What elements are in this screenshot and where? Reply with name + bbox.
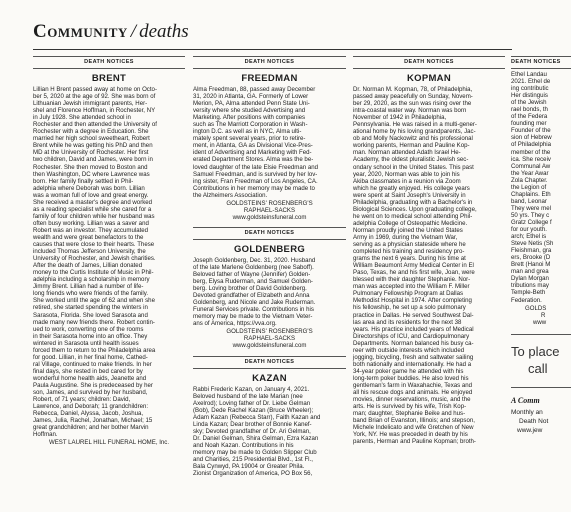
notice-line: Zionist Organization of America, PO Box 56, (193, 470, 313, 478)
notice-line: of the Jewish (511, 99, 547, 107)
notice-line: sion of Hebrew (511, 134, 552, 142)
notice-line: Brent while he was getting his PhD and then (33, 142, 153, 150)
notice-line: shel and Florence Hoffman, in Rochester, NY (33, 107, 156, 115)
notice-line: wintered in Sarasota until health issues (33, 339, 139, 347)
notice-line: ber 5, 2020 at the age of 92. She was born of (33, 93, 156, 101)
notice-line: 34-year poker game he attended with his (353, 367, 464, 375)
notice-line: Robert was an investor. They accumulated (33, 226, 149, 234)
column-kopman (353, 56, 505, 512)
notice-line: Pulmonary Fellowship Program at Dallas (353, 290, 464, 298)
ad-line-1: To place (511, 343, 560, 359)
notice-line: working parents, Herman and Pauline Kop- (353, 142, 470, 150)
notice-line: She worked until the age of 62 and when she (33, 297, 155, 305)
notice-line: Beloved husband of the late Marian (nee (193, 392, 303, 400)
notice-line: Rochester with a degree in Education. She (33, 128, 149, 136)
notice-line: were spent at Saint Joseph's University in (353, 191, 466, 199)
death-notices-label: DEATH NOTICES (511, 56, 571, 69)
notice-line: William Beaumont Army Medical Center in El (353, 262, 474, 270)
notice-line: both nationally and internationally. He had a (353, 360, 472, 368)
notice-line: adelphia including a scholarship in memory (33, 276, 150, 284)
death-notices-label: DEATH NOTICES (193, 56, 346, 69)
notice-body-landau (511, 71, 571, 304)
funeral-home-freedman-2: RAPHAEL-SACKS (243, 206, 296, 214)
notice-line: for our youth. (511, 226, 547, 234)
notice-line: year, 2020, Norman was able to join his (353, 170, 460, 178)
ad-line-2: call (528, 360, 548, 376)
notice-line: Pennsylvania. He was raised in a multi-gener- (353, 121, 477, 129)
notice-line: mately spent several years, prior to retire- (193, 135, 306, 143)
column-brent (33, 56, 185, 512)
section-slash: / (130, 21, 137, 42)
notice-line: Bala Cynwyd, PA 19004 or Greater Phila. (193, 463, 305, 471)
notice-line: sky; Devoted grandfather of Dr. Ari Gelman, (193, 427, 311, 435)
notice-line: man; daughter, Stephanie Beike and hus- (353, 410, 466, 418)
community-promo (511, 396, 571, 435)
notice-line: ident of Advertising and Marketing with Fed- (193, 149, 312, 157)
notice-line: ica. She receiv (511, 155, 551, 163)
notice-line: causes that were close to their hearts. These (33, 241, 155, 249)
notice-line: Directorships of ICU, and Cardiopulmonary (353, 332, 470, 340)
notice-line: (Bob), Dede Rachel Kazan (Bruce Wheeler); (193, 406, 314, 414)
notice-line: arts. He is survived by his wife, Trish Kop- (353, 403, 467, 411)
notice-line: Founder of the (511, 127, 551, 135)
notice-line: Lillian H Brent passed away at home on Octo- (33, 86, 157, 93)
notice-line: adelphia College of Osteopathic Medicine. (353, 219, 468, 227)
notice-line: Hoffman. (33, 431, 58, 439)
section-title: Community (33, 21, 128, 42)
notice-line: ational home by his loving grandparents, Jac- (353, 128, 476, 136)
notice-line: Army in 1969, during the Vietnam War, (353, 233, 458, 241)
notice-line: two children, David and James, were born in (33, 156, 153, 164)
notice-name-goldenberg: GOLDENBERG (233, 243, 306, 255)
notice-line: ing sister, Fran Freedman of Los Angeles, CA. (193, 177, 318, 185)
notice-name-freedman: FREEDMAN (241, 73, 298, 84)
column-landau (511, 56, 571, 512)
notice-line: Fleishman, gra (511, 247, 552, 255)
notice-line: MD at the University of Rochester. Her first (33, 149, 149, 157)
notice-name-brent: BRENT (91, 73, 127, 84)
notice-line: ral Village, continued to make friends. In her (33, 360, 152, 368)
section-subtitle: deaths (139, 21, 189, 42)
notice-line: Departments. Norman balanced his busy ca- (353, 339, 474, 347)
notice-line: and Noah Kazan. Contributions in his (193, 441, 294, 449)
notice-line: born. Her family finally settled in Phil- (33, 177, 134, 185)
notice-line: final days, she rested in bed cared for by (33, 367, 143, 375)
funeral-home-goldenberg-2: RAPHAEL-SACKS (243, 335, 296, 343)
notice-line: Steve Netis (Sh (511, 240, 554, 248)
notice-line: man and grea (511, 268, 549, 276)
notice-line: Jimmy Brent. Lillian had a number of life- (33, 283, 144, 291)
notice-line: ans of America, https://vva.org. (193, 320, 277, 328)
notice-line: tributions may (511, 282, 549, 290)
notice-line: such as The Marriott Corporation in Wash- (193, 121, 308, 129)
notice-line: Federation. (511, 296, 542, 304)
notice-line: Robert, of 71 years; children: David, (33, 396, 131, 404)
column-freedman (193, 56, 346, 512)
death-notices-label: DEATH NOTICES (33, 56, 185, 69)
notice-line: erated Department Stores. Alma was the be- (193, 156, 314, 164)
notice-line: all his rescue dogs and animals. He enjoyed (353, 389, 473, 397)
notice-line: his fellowship, he set up a solo pulmonary (353, 304, 466, 312)
notice-line: gentleman's farm in Waxahachie, Texas and (353, 381, 473, 389)
notice-line: ob and Molly Nackowitz and his professional (353, 135, 473, 143)
notice-line: Merion, PA, Alma attended Penn State Uni- (193, 100, 310, 108)
notice-line: in their Sarasota home into an office. They (33, 332, 148, 340)
notice-line: Zola Chapter. (511, 176, 548, 184)
notice-line: forced them to return to the Philadelphia area (33, 346, 156, 354)
notice-line: Beloved father of Wayne (Jennifer) Golden- (193, 270, 311, 278)
notice-line: Devoted grandfather of Elizabeth and Anna (193, 292, 310, 300)
notice-line: as a reading specialist while she cared for a (33, 205, 152, 213)
notice-line: Lithuanian Jewish immigrant parents, Her- (33, 100, 148, 108)
notice-line: ment, in Atlanta, GA as Divisional Vice-Pres- (193, 142, 313, 150)
notice-line: Akiba classmates in a reunion via Zoom (353, 177, 461, 185)
notice-name-kazan: KAZAN (252, 372, 287, 384)
notice-line: Paula Augustine. She is predeceased by her (33, 381, 153, 389)
notice-line: Philadelphia, graduating with a Bachelor's in (353, 198, 473, 206)
notice-line: retired, she started spending the winters in (33, 304, 148, 312)
notice-body-goldenberg (193, 257, 346, 327)
notice-line: of Philadelphia (511, 141, 551, 149)
notice-line: Michele Indelicato and wife Gretchen of New (353, 424, 474, 432)
notice-line: he went on to medical school attending Phil- (353, 212, 473, 220)
notice-line: made many new friends there. Robert contin- (33, 318, 155, 326)
notice-line: They were mel (511, 204, 551, 212)
notice-line: parents, Herman and Pauline Kopman; broth- (353, 438, 476, 446)
notice-line: son, James, and survived by her husband, (33, 389, 148, 397)
notice-line: Paso, Texas, he and his first wife, Joan, were (353, 269, 475, 277)
notice-line: the Alzheimers Association. (193, 191, 268, 199)
notice-line: the Year Awar (511, 169, 549, 177)
notice-line: wealth and were great benefactors to the (33, 233, 144, 241)
notice-line: Methodist Hospital in 1974. After completing (353, 297, 472, 305)
notice-line: ber 29, 2020, as the sun was rising over the (353, 100, 472, 108)
notice-line: Lawrence, and Deborah; 11 grandchildren: (33, 403, 149, 411)
notice-line: for good. Lillian, in her final home, Cathed- (33, 353, 148, 361)
place-notice-ad[interactable] (511, 343, 571, 377)
notice-line: man was accepted into the William F. Miller (353, 283, 470, 291)
notice-line: and Charities, 215 Presidential Blvd., 1st Fl., (193, 455, 313, 463)
notice-line: Communal Aw (511, 162, 551, 170)
notice-line: Rochester and then attended the University of (33, 121, 157, 129)
notice-line: Linda Kazan; Dear brother of Bonnie Kanef- (193, 420, 312, 428)
notice-line: rael bonds, th (511, 106, 548, 114)
community-promo-line1: Monthly an (511, 408, 543, 416)
notice-body-kazan (193, 386, 346, 478)
notice-line: Academy, the oldest pluralistic Jewish sec- (353, 156, 469, 164)
header-rule (33, 49, 512, 50)
community-promo-line3[interactable]: www.jew (517, 426, 543, 434)
notice-line: blessed with their daughter Stephanie. Nor- (353, 276, 471, 284)
notice-line: practice in Dallas. He served Southwest Dal- (353, 311, 474, 319)
notice-line: Goldenberg, and Nicole and Jake Ruderman. (193, 299, 316, 307)
notice-line: las area and its residents for the next 38 (353, 318, 462, 326)
notice-line: 2021. Ethel de (511, 78, 551, 86)
notice-line: 31, 2020 in Atlanta, GA. Formerly of Lower (193, 93, 309, 101)
notice-line: Marketing. After positions with companies (193, 114, 306, 122)
notice-line: York, NY. He was preceded in death by his (353, 431, 468, 439)
notice-line: Contributions in her memory may be made to (193, 184, 315, 192)
notice-line: Her distinguis (511, 92, 548, 100)
notice-line: Chaplains. Eth (511, 190, 551, 198)
notice-line: Temple-Beth (511, 289, 546, 297)
notice-line: band Brian of Evanston, Illinois; and stepson, (353, 417, 475, 425)
notice-line: ondary school in the United States. This past (353, 163, 474, 171)
funeral-home-freedman: GOLDSTEINS' ROSENBERG'S (226, 199, 313, 207)
notice-line: jogging, bicycling, fresh and saltwater sailing (353, 353, 474, 361)
notice-line: reer with outside interests which included (353, 346, 465, 354)
notice-line: versity where she studied Advertising and (193, 107, 306, 115)
notice-line: Dylan Morgan (511, 275, 549, 283)
notice-name-kopman: KOPMAN (406, 73, 452, 84)
notice-line: Dr. Daniel Gelman, Shira Gelman, Ezra Kazan (193, 434, 319, 442)
notice-line: memory may be made to Golden Slipper Club (193, 448, 317, 456)
notice-line: of the Federa (511, 113, 548, 121)
community-promo-line2: Death Not (519, 417, 549, 425)
notice-line: Norman proudly joined the United States (353, 226, 463, 234)
notice-body-brent (33, 86, 185, 438)
notice-line: movies, dinner reservations, music, and the (353, 396, 471, 404)
notice-line: family of four children while her husband was (33, 212, 155, 220)
notice-line: of the late Marlene Goldenberg (nee Saboff). (193, 263, 314, 271)
notice-line: man. Norman attended Adath Israel He- (353, 149, 461, 157)
notice-line: arch; Ethel is (511, 233, 547, 241)
notice-line: long friends who were friends of the family. (33, 290, 149, 298)
section-header (33, 22, 189, 42)
notice-line: After the death of James, Lillian donated (33, 262, 143, 270)
notice-line: great grandchildren; and her bother Marvin (33, 424, 149, 432)
notice-line: berg, Elysa Ruderman, and Samuel Golden- (193, 278, 313, 286)
notice-line: ington D.C. as well as in NYC, Alma ulti- (193, 128, 302, 136)
funeral-web-landau[interactable]: www (533, 318, 547, 326)
notice-line: long-term poker buddies. He also loved his (353, 374, 469, 382)
notice-line: adelphia where Deborah was born. Lillian (33, 184, 145, 192)
notice-line: memory may be made to the Vietnam Veter- (193, 313, 313, 321)
notice-line: University of Rochester, and Jewish charities. (33, 255, 156, 263)
notice-line: years. His practice included years of Medical (353, 325, 474, 333)
death-notices-label: DEATH NOTICES (193, 227, 346, 240)
notice-line: ued to work, converting one of the rooms (33, 325, 144, 333)
notice-line: married her high school sweetheart, Robert (33, 135, 150, 143)
notice-line: completed his training and residency pro- (353, 248, 465, 256)
death-notices-label: DEATH NOTICES (193, 356, 346, 369)
funeral-home-brent: WEST LAUREL HILL FUNERAL HOME, Inc. (48, 439, 170, 447)
notice-line: ing contributic (511, 85, 549, 93)
notice-line: Alma Freedman, 88, passed away December (193, 86, 316, 93)
notice-line: was a woman full of love and great energy. (33, 191, 149, 199)
notice-line: She received a master's degree and worked (33, 198, 153, 206)
funeral-web-freedman[interactable]: www.goldsteinsfuneral.com (232, 213, 307, 221)
notice-line: intra-coastal water way. Norman was born (353, 107, 467, 115)
notice-line: berg. Loving brother of David Goldenberg. (193, 285, 307, 293)
notice-line: 50 yrs. They c (511, 211, 550, 219)
notice-line: passed away peacefully on Sunday, Novem- (353, 93, 473, 101)
death-notices-label: DEATH NOTICES (353, 56, 505, 69)
notice-line: Samuel Freedman, and is survived by her lov- (193, 170, 318, 178)
funeral-home-goldenberg: GOLDSTEINS' ROSENBERG'S (226, 328, 313, 336)
notice-line: founding mer (511, 120, 547, 128)
notice-line: wonderful home health aids, Jeanette and (33, 374, 147, 382)
notice-body-freedman (193, 86, 346, 199)
notice-line: Ethel Landau (511, 71, 547, 78)
notice-line: band, Leonar (511, 197, 547, 205)
notice-line: Brett (Hanoi M (511, 261, 551, 269)
notice-line: Axelrod); Loving father of Dr. Liebe Gelman (193, 399, 311, 407)
funeral-home-landau-2: R (541, 311, 546, 319)
notice-line: Rabbi Frederic Kazan, on January 4, 2021. (193, 385, 310, 393)
notice-body-kopman (353, 86, 505, 445)
notice-line: Biological Sciences. Upon graduating college, (353, 205, 477, 213)
funeral-home-landau: GOLDS (525, 304, 547, 312)
notice-line: Rochester. She then moved to Boston and (33, 163, 148, 171)
community-promo-title: A Comm (511, 395, 540, 405)
notice-line: loved daughter of the late Elsie Freedman and (193, 163, 319, 171)
notice-line: ers, Brooke (D (511, 254, 551, 262)
notice-line: then Washington, DC where Lawrence was (33, 170, 150, 178)
notice-line: November of 1942 in Philadelphia, (353, 114, 447, 122)
notice-line: member of the (511, 148, 551, 156)
notice-line: James, Julia, Rachel, Jonathan, Michael; 15 (33, 417, 153, 425)
notice-line: in July 1928. She attended school in (33, 114, 131, 122)
notice-line: Adam Kazan (Rebecca Starr), Faith Kazan and (193, 413, 321, 421)
notice-line: Rebecca, Daniel, Alyssa, Jacob, Joshua, (33, 410, 144, 418)
notice-line: Joseph Goldenberg, Dec. 31, 2020. Husband (193, 256, 316, 264)
notice-line: money to the Curtis Institute of Music in Phil- (33, 269, 154, 277)
notice-line: Dr. Norman M. Kopman, 78, of Philadelphia, (353, 86, 473, 93)
notice-line: serving as a physician stateside where he (353, 241, 466, 249)
notice-line: which he greatly enjoyed. His college years (353, 184, 470, 192)
notice-line: Sarasota, Florida. She loved Sarasota and (33, 311, 148, 319)
notice-line: Funeral Services private. Contributions in his (193, 306, 314, 314)
funeral-web-goldenberg[interactable]: www.goldsteinsfuneral.com (232, 342, 307, 350)
notice-line: included Thomas Jefferson University, the (33, 248, 146, 256)
notice-line: Gratz College f (511, 218, 552, 226)
notice-line: the Legion of (511, 183, 547, 191)
notice-line: grams the next 6 years. During his time at (353, 255, 466, 263)
notice-line: often busy working. Lillian was a saver and (33, 219, 149, 227)
